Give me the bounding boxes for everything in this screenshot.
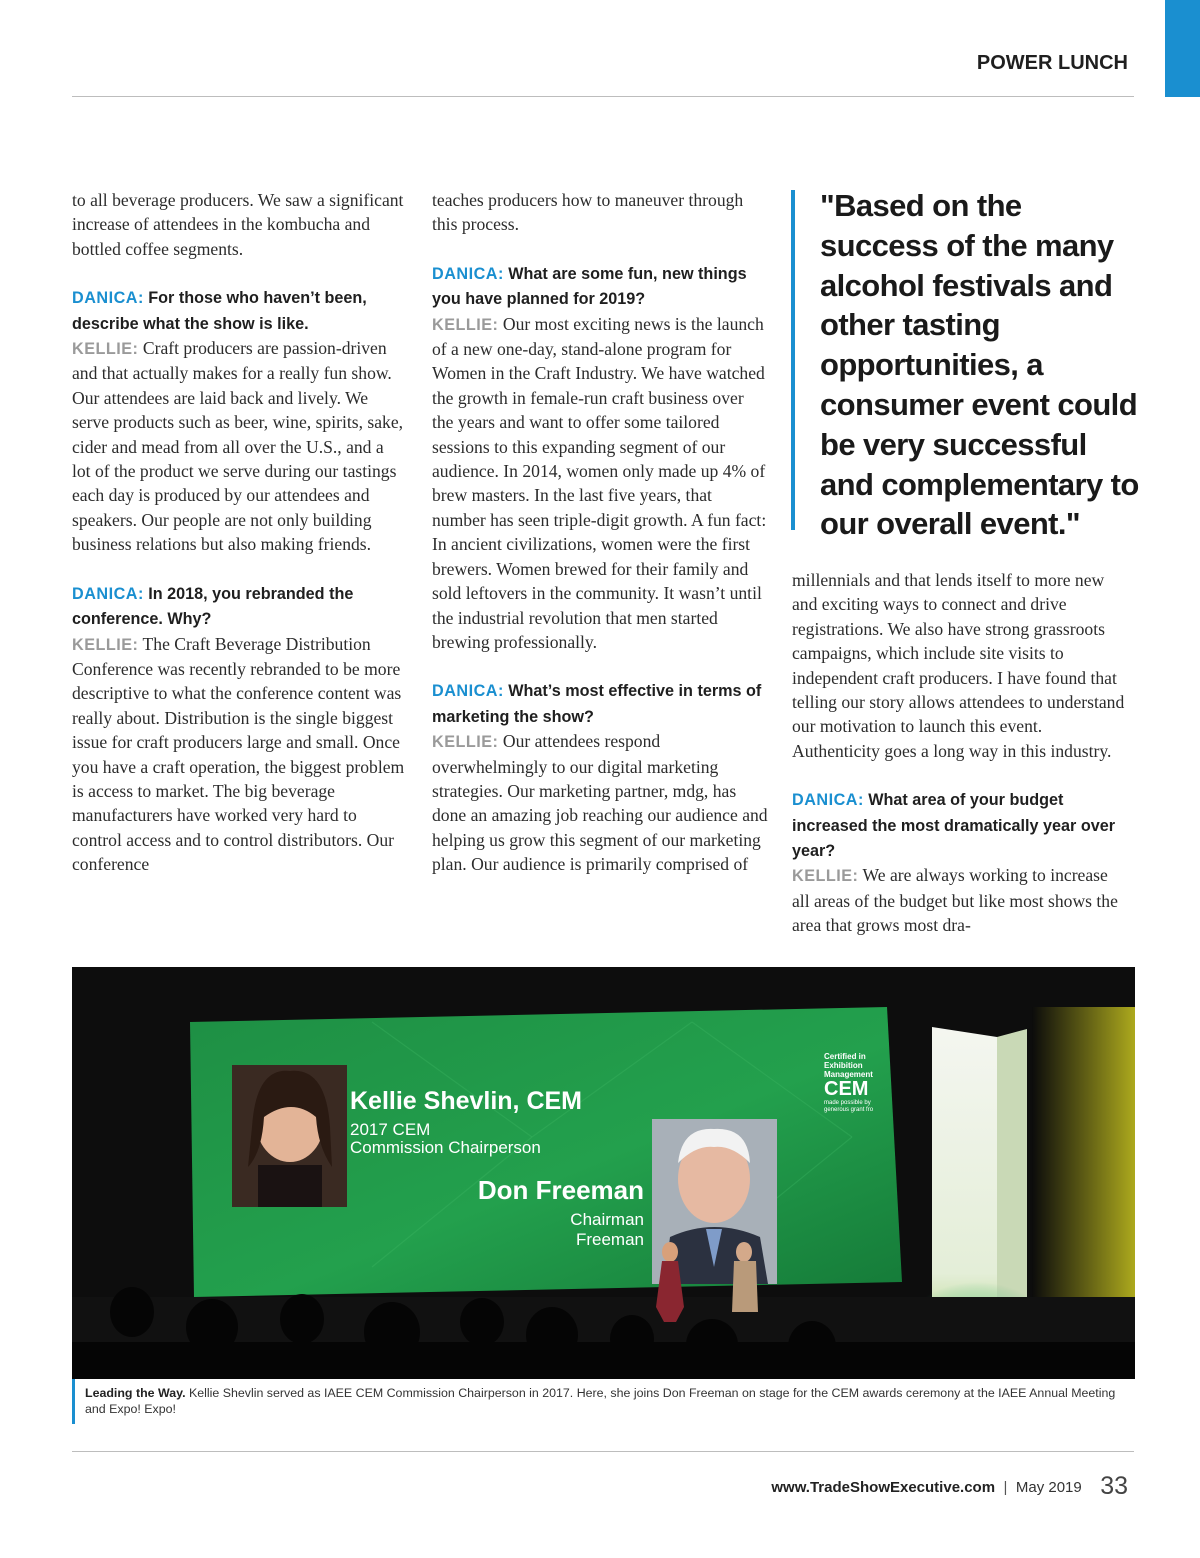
screen-name-kellie: Kellie Shevlin, CEM bbox=[350, 1087, 583, 1115]
question-text: For those who haven’t been, describe what the show is like. bbox=[72, 289, 367, 333]
interviewer-label: DANICA: bbox=[792, 791, 864, 810]
interviewer-label: DANICA: bbox=[72, 289, 144, 308]
answer-block bbox=[72, 632, 406, 877]
header-divider bbox=[72, 96, 1134, 97]
page-number: 33 bbox=[1100, 1472, 1128, 1500]
question-block bbox=[432, 261, 768, 312]
screen-title-don-2: Freeman bbox=[575, 1230, 644, 1249]
footer bbox=[771, 1470, 1128, 1499]
interviewer-label: DANICA: bbox=[432, 264, 504, 283]
interviewer-label: DANICA: bbox=[432, 682, 504, 701]
answer-text: Craft producers are passion-driven and that actually makes for a really fun show. Our attendees are laid back and lively. We serve products such as beer, wine, spirits, sake, cider and mead from all over the U.S., and a lot of the product we serve during our tastings each day is produced by our attendees and speakers. Our people are not only building business relations but also making friends. bbox=[72, 338, 404, 555]
column-3 bbox=[792, 568, 1128, 938]
svg-text:Certified in: Certified in bbox=[824, 1052, 866, 1061]
answer-text: Our most exciting news is the launch of a new one-day, stand-alone program for Women in the Craft Industry. We have watched the growth in female-run craft business over the years and want to offer some tailored sessions to this expanding segment of our audience. In 2014, women only made up 4% of brew masters. In the last five years, that number has seen triple-digit growth. A fun fact: In ancient civilizations, women were the first brewers. Women brewed for their family and sold leftovers in the community. It wasn’t until the industrial revolution that men started brewing professionally. bbox=[432, 313, 767, 652]
stage-photo-illustration bbox=[72, 967, 1135, 1379]
svg-text:generous grant fro: generous grant fro bbox=[824, 1107, 874, 1113]
question-text: In 2018, you rebranded the conference. Why? bbox=[72, 584, 354, 629]
pull-quote-bar bbox=[791, 190, 795, 530]
interviewee-label: KELLIE: bbox=[432, 733, 499, 752]
section-label: POWER LUNCH bbox=[976, 52, 1128, 74]
footer-divider bbox=[72, 1451, 1134, 1452]
event-photo bbox=[72, 967, 1135, 1379]
question-text: What are some fun, new things you have planned for 2019? bbox=[432, 264, 747, 309]
footer-separator: | bbox=[1003, 1479, 1008, 1496]
screen-name-don: Don Freeman bbox=[477, 1175, 644, 1205]
svg-text:made possible by: made possible by bbox=[824, 1100, 871, 1106]
paragraph: millennials and that lends itself to more new and exciting ways to connect and drive registrations. We also have strong grassroots campaigns, which include site visits to independent craft producers. I have found that telling our story allows attendees to understand our motivation to launch this event. Authenticity goes a long way in this industry. bbox=[792, 570, 1125, 761]
caption-text: Kellie Shevlin served as IAEE CEM Commission Chairperson in 2017. Here, she joins Don Freeman on stage for the CEM awards ceremony at the IAEE Annual Meeting and Expo! Expo! bbox=[85, 1386, 1116, 1416]
interviewer-label: DANICA: bbox=[72, 584, 144, 603]
answer-text: Our attendees respond overwhelmingly to our digital marketing strategies. Our marketing partner, mdg, has done an amazing job reaching our audience and helping us grow this segment of our marketing plan. Our audience is primarily comprised of bbox=[432, 731, 768, 875]
screen-title-don-1: Chairman bbox=[570, 1210, 644, 1229]
section-tab-marker bbox=[1165, 0, 1200, 97]
column-1 bbox=[72, 188, 406, 901]
answer-block bbox=[792, 863, 1128, 937]
answer-block bbox=[432, 729, 768, 876]
caption-bar bbox=[72, 1379, 75, 1424]
question-block bbox=[432, 678, 768, 729]
answer-block bbox=[72, 336, 406, 557]
caption-lead: Leading the Way. bbox=[85, 1386, 186, 1400]
screen-title-kellie-1: 2017 CEM bbox=[350, 1120, 431, 1139]
interviewee-label: KELLIE: bbox=[792, 867, 859, 886]
interviewee-label: KELLIE: bbox=[72, 635, 139, 654]
interviewee-label: KELLIE: bbox=[432, 315, 499, 334]
svg-text:CEM: CEM bbox=[824, 1078, 869, 1100]
screen-title-kellie-2: Commission Chairperson bbox=[350, 1138, 541, 1157]
question-block bbox=[72, 285, 406, 336]
interviewee-label: KELLIE: bbox=[72, 340, 139, 359]
photo-caption bbox=[85, 1385, 1125, 1417]
footer-date: May 2019 bbox=[1015, 1479, 1082, 1496]
question-text: What area of your budget increased the most dramatically year over year? bbox=[792, 791, 1116, 861]
svg-text:Exhibition: Exhibition bbox=[824, 1061, 863, 1070]
svg-text:Management: Management bbox=[824, 1070, 873, 1079]
answer-text: The Craft Beverage Distribution Conference was recently rebranded to be more descriptive to what the conference content was really about. Distribution is the single biggest issue for craft producers large and small. Once you have a craft operation, the biggest problem is access to market. The big beverage manufacturers have worked very hard to control access and to control distributors. Our conference bbox=[72, 633, 405, 875]
footer-url[interactable]: www.TradeShowExecutive.com bbox=[771, 1479, 996, 1496]
pull-quote: "Based on the success of the many alcohol festivals and other tasting opportunities, a consumer event could be very successful and complementary to our overall event." bbox=[820, 188, 1139, 542]
column-2 bbox=[432, 188, 768, 901]
paragraph: to all beverage producers. We saw a significant increase of attendees in the kombucha and bottled coffee segments. bbox=[72, 190, 404, 259]
paragraph: teaches producers how to maneuver through this process. bbox=[432, 190, 744, 235]
question-block bbox=[72, 581, 406, 632]
answer-block bbox=[432, 312, 768, 655]
question-text: What’s most effective in terms of marketing the show? bbox=[432, 682, 762, 726]
question-block bbox=[792, 787, 1128, 863]
answer-text: We are always working to increase all areas of the budget but like most shows the area that grows most dra- bbox=[792, 865, 1118, 936]
